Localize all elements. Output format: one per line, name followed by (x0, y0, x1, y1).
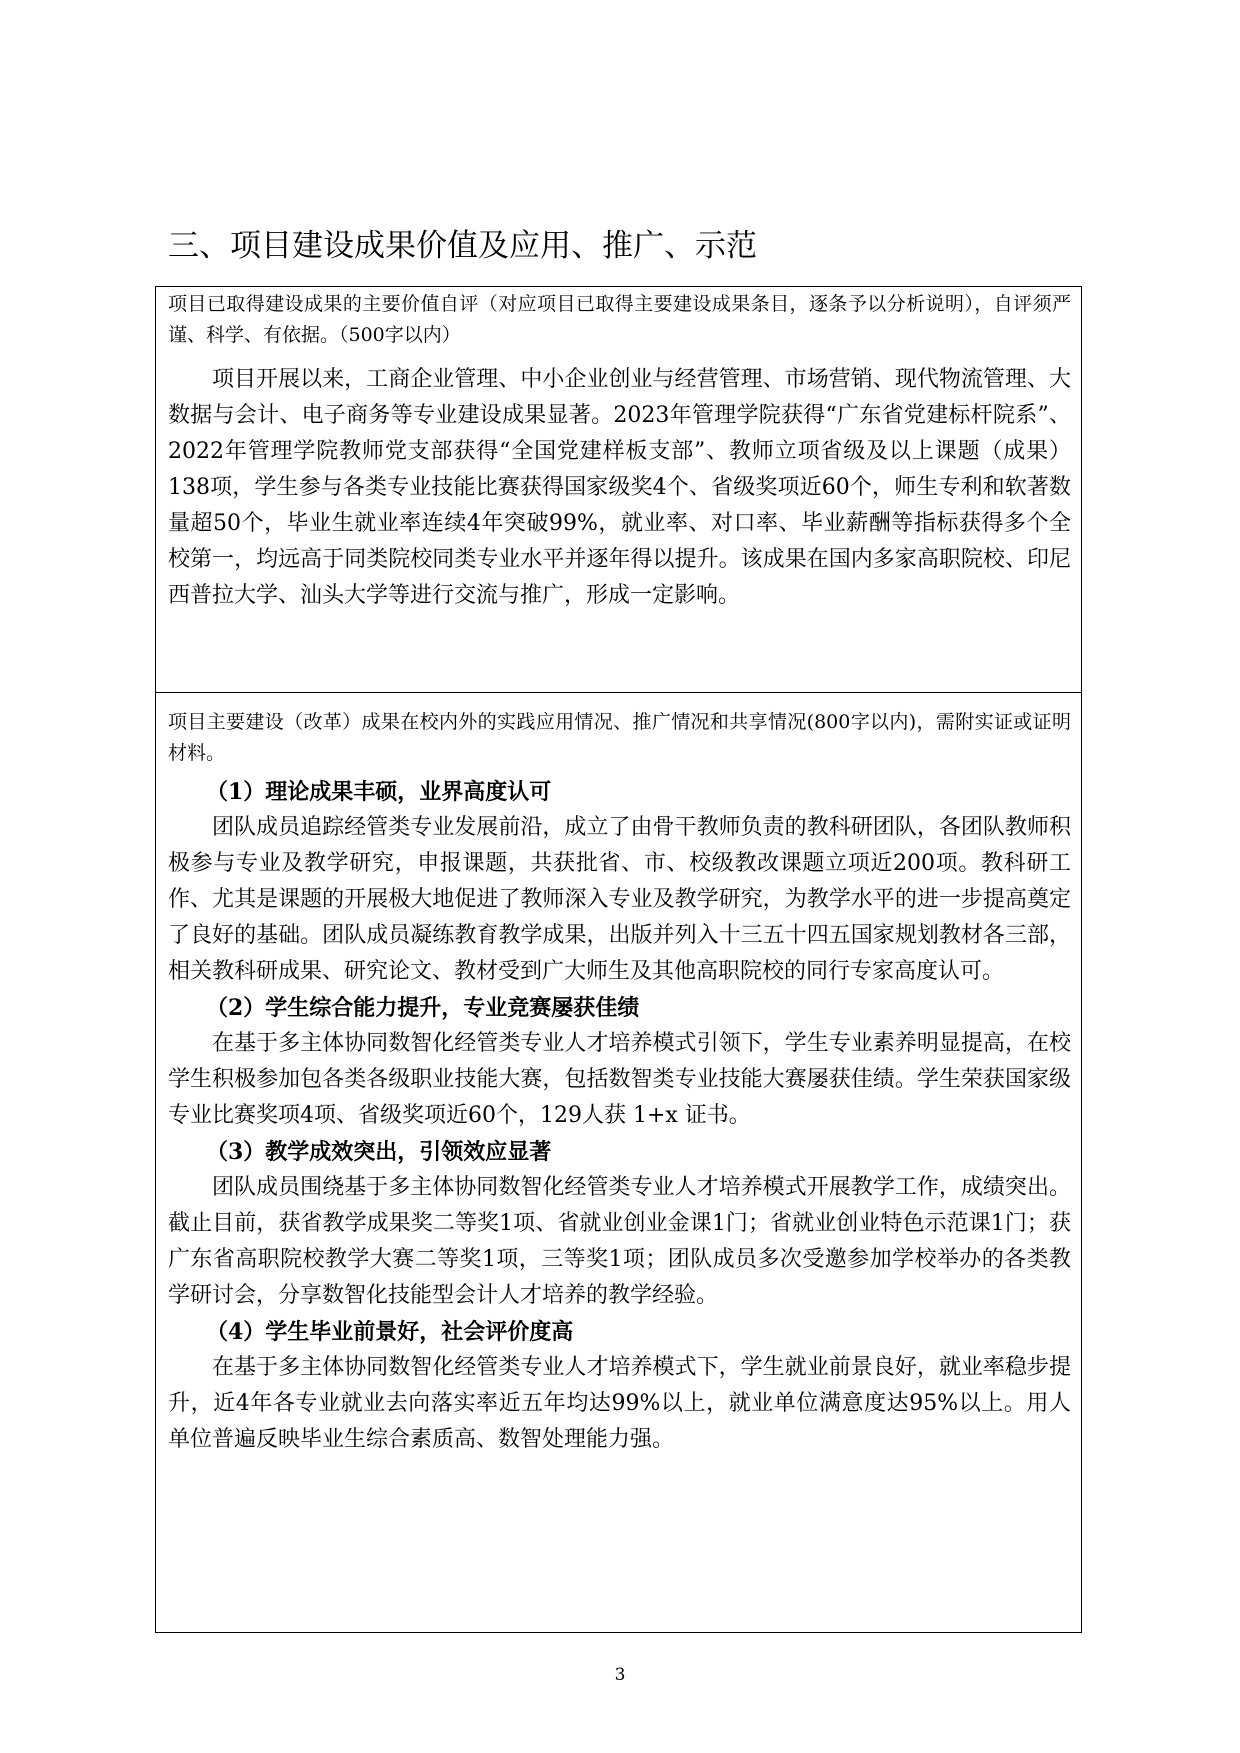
value-assessment-paragraph: 项目开展以来，工商企业管理、中小企业创业与经营管理、市场营销、现代物流管理、大数据与会计、电子商务等专业建设成果显著。2023年管理学院获得“广东省党建标杆院系”、2022年管理学院教师党支部获得“全国党建样板支部”、教师立项省级及以上课题（成果）138项，学生参与各类专业技能比赛获得国家级奖4个、省级奖项近60个，师生专利和软著数量超50个，毕业生就业率连续4年突破99%，就业率、对口率、毕业薪酬等指标获得多个全校第一，均远高于同类院校同类专业水平并逐年得以提升。该成果在国内多家高职院校、印尼西普拉大学、汕头大学等进行交流与推广，形成一定影响。 (168, 367, 1071, 608)
section-heading-employment: （4）学生毕业前景好，社会评价度高 (206, 1319, 574, 1345)
value-assessment-box (155, 286, 1082, 693)
page-number: 3 (614, 1665, 626, 1685)
section-heading-competition: （2）学生综合能力提升，专业竞赛屡获佳绩 (206, 995, 640, 1021)
section-paragraph-teaching: 团队成员围绕基于多主体协同数智化经管类专业人才培养模式开展教学工作，成绩突出。截止目前，获省教学成果奖二等奖1项、省就业创业金课1门；省就业创业特色示范课1门；获广东省高职院校教学大赛二等奖1项，三等奖1项；团队成员多次受邀参加学校举办的各类教学研讨会，分享数智化技能型会计人才培养的教学经验。 (168, 1175, 1071, 1308)
value-assessment-prompt: 项目已取得建设成果的主要价值自评（对应项目已取得主要建设成果条目，逐条予以分析说明），自评须严谨、科学、有依据。（500字以内） (168, 293, 1071, 346)
value-assessment-content (168, 289, 1071, 614)
section-heading-teaching: （3）教学成效突出，引领效应显著 (206, 1139, 552, 1165)
section-paragraph-employment: 在基于多主体协同数智化经管类专业人才培养模式下，学生就业前景良好，就业率稳步提升，近4年各专业就业去向落实率近五年均达99%以上，就业单位满意度达95%以上。用人单位普遍反映毕业生综合素质高、数智处理能力强。 (168, 1355, 1071, 1452)
section-title: 三、项目建设成果价值及应用、推广、示范 (168, 228, 757, 264)
section-paragraph-theory: 团队成员追踪经管类专业发展前沿，成立了由骨干教师负责的教科研团队，各团队教师积极参与专业及教学研究，申报课题，共获批省、市、校级教改课题立项近200项。教科研工作、尤其是课题的开展极大地促进了教师深入专业及教学研究，为教学水平的进一步提高奠定了良好的基础。团队成员凝练教育教学成果，出版并列入十三五十四五国家规划教材各三部，相关教科研成果、研究论文、教材受到广大师生及其他高职院校的同行专家高度认可。 (168, 815, 1071, 984)
section-paragraph-competition: 在基于多主体协同数智化经管类专业人才培养模式引领下，学生专业素养明显提高，在校学生积极参加包各类各级职业技能大赛，包括数智类专业技能大赛屡获佳绩。学生荣获国家级专业比赛奖项4项、省级奖项近60个，129人获 1+x 证书。 (168, 1031, 1071, 1128)
application-promotion-box (155, 692, 1082, 1633)
section-heading-theory: （1）理论成果丰硕，业界高度认可 (206, 779, 552, 805)
application-promotion-content (168, 707, 1071, 1458)
application-promotion-prompt: 项目主要建设（改革）成果在校内外的实践应用情况、推广情况和共享情况(800字以内)，需附实证或证明材料。 (168, 711, 1071, 764)
